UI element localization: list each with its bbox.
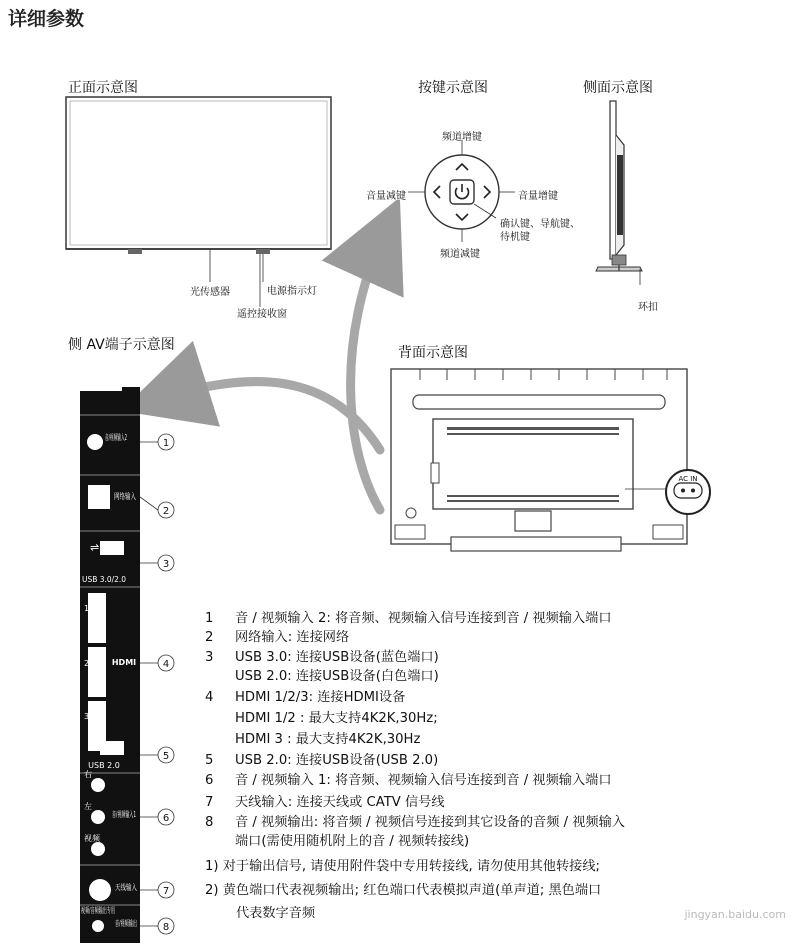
- desc-text: HDMI 1/2/3: 连接HDMI设备: [235, 690, 406, 705]
- hdmi-2-label: 2: [84, 659, 90, 668]
- av-port-label-7: 天线输入: [115, 883, 147, 892]
- hdmi-1-label: 1: [84, 604, 90, 613]
- desc-num: 2: [205, 630, 214, 645]
- av-output-jack-icon: [92, 920, 104, 932]
- arrow-to-buttons: [351, 230, 385, 510]
- av-port-label-4: HDMI: [111, 658, 137, 667]
- desc-item-4: [205, 688, 405, 707]
- callout-4: 4: [162, 659, 170, 670]
- label-channel-up: 频道增键: [442, 132, 482, 143]
- callout-5: 5: [162, 751, 170, 762]
- callout-1: 1: [162, 438, 170, 449]
- av-port-label-2: 网络输入: [114, 492, 146, 501]
- label-volume-down: 音量减键: [366, 191, 406, 202]
- av-port-label-6: 音/视频输入1: [112, 810, 160, 819]
- network-port-icon: [88, 485, 110, 509]
- desc-text: USB 3.0: 连接USB设备(蓝色端口): [235, 650, 439, 665]
- page-title: 详细参数: [8, 8, 85, 30]
- av-output-side-label: 视频/音频输出专用: [81, 906, 148, 915]
- usb3-port-icon: [100, 541, 124, 555]
- side-view-diagram: [590, 95, 670, 295]
- callout-6: 6: [162, 813, 170, 824]
- desc-item-4c: [205, 730, 420, 749]
- side-view-title: 侧面示意图: [583, 80, 653, 96]
- ac-in-label: AC IN: [678, 475, 698, 483]
- watermark: jingyan.baidu.com: [684, 908, 786, 921]
- svg-text:⇌: ⇌: [90, 740, 100, 753]
- desc-item-6: [205, 771, 612, 790]
- callout-8: 8: [162, 922, 170, 933]
- label-audio-left: 左: [84, 802, 92, 811]
- label-light-sensor: 光传感器: [190, 287, 230, 298]
- label-remote-receiver: 遥控接收窗: [237, 309, 287, 320]
- desc-text: 音 / 视频输出: 将音频 / 视频信号连接到其它设备的音频 / 视频输入: [235, 815, 625, 830]
- label-channel-down: 频道减键: [440, 249, 480, 260]
- label-power-indicator: 电源指示灯: [267, 286, 317, 297]
- desc-num: 4: [205, 690, 214, 705]
- desc-text: 网络输入: 连接网络: [235, 630, 350, 645]
- desc-item-7: [205, 793, 445, 812]
- label-audio-right: 右: [84, 770, 92, 779]
- desc-text: 端口(需使用随机附上的音 / 视频转接线): [235, 834, 470, 849]
- desc-num: 7: [205, 795, 214, 810]
- label-confirm-keys: 确认键、导航键、: [500, 219, 580, 230]
- desc-text: HDMI 3 : 最大支持4K2K,30Hz: [235, 732, 421, 747]
- callout-2: 2: [162, 506, 170, 517]
- desc-item-3b: [205, 667, 439, 686]
- back-view-title: 背面示意图: [398, 345, 468, 361]
- av-input2-port-icon: [87, 434, 103, 450]
- av-port-label-3: USB 3.0/2.0: [82, 575, 126, 584]
- note-3: 代表数字音频: [236, 906, 316, 921]
- usb-icon: ⇌: [90, 541, 100, 554]
- av-view-title: 侧 AV端子示意图: [68, 337, 175, 353]
- av-port-label-5: USB 2.0: [88, 761, 120, 770]
- desc-text: HDMI 1/2 : 最大支持4K2K,30Hz;: [235, 711, 438, 726]
- av-port-label-1: [105, 432, 127, 442]
- ac-in-port: [674, 483, 702, 498]
- audio-right-jack-icon: [91, 778, 105, 792]
- hdmi-3-label: 3: [84, 712, 90, 721]
- av-port-label-8: 音/视频输出: [115, 919, 158, 928]
- button-view-title: 按键示意图: [418, 80, 488, 96]
- callout-7: 7: [162, 886, 170, 897]
- desc-num: 6: [205, 773, 214, 788]
- label-video: 视频: [84, 834, 100, 843]
- desc-item-4b: [205, 709, 438, 728]
- desc-num: 8: [205, 815, 214, 830]
- callout-3: 3: [162, 559, 170, 570]
- desc-item-5: [205, 751, 438, 770]
- note-1: 1) 对于输出信号, 请使用附件袋中专用转接线, 请勿使用其他转接线;: [205, 859, 600, 874]
- desc-num: 3: [205, 650, 214, 665]
- desc-text: 音 / 视频输入 1: 将音频、视频输入信号连接到音 / 视频输入端口: [235, 773, 612, 788]
- antenna-port-icon: [89, 879, 111, 901]
- av-panel-diagram: [78, 385, 190, 945]
- desc-item-2: [205, 628, 349, 647]
- desc-num: 1: [205, 611, 214, 626]
- label-volume-up: 音量增键: [518, 191, 558, 202]
- note-2: 2) 黄色端口代表视频输出; 红色端口代表模拟声道(单声道; 黑色端口: [205, 883, 602, 898]
- desc-text: USB 2.0: 连接USB设备(白色端口): [235, 669, 439, 684]
- audio-left-jack-icon: [91, 810, 105, 824]
- desc-item-3: [205, 648, 439, 667]
- desc-text: 天线输入: 连接天线或 CATV 信号线: [235, 795, 445, 810]
- desc-item-8b: [205, 832, 469, 851]
- desc-text: USB 2.0: 连接USB设备(USB 2.0): [235, 753, 439, 768]
- desc-item-1: [205, 609, 612, 628]
- desc-num: 5: [205, 753, 214, 768]
- label-standby-key: 待机键: [500, 232, 530, 243]
- usb2-port-icon: [100, 741, 124, 755]
- desc-text: 音 / 视频输入 2: 将音频、视频输入信号连接到音 / 视频输入端口: [235, 611, 612, 626]
- label-ring: 环扣: [638, 302, 658, 313]
- tv-side-panel: [610, 101, 616, 259]
- video-jack-icon: [91, 842, 105, 856]
- front-view-title: 正面示意图: [68, 80, 138, 96]
- desc-item-8: [205, 813, 625, 832]
